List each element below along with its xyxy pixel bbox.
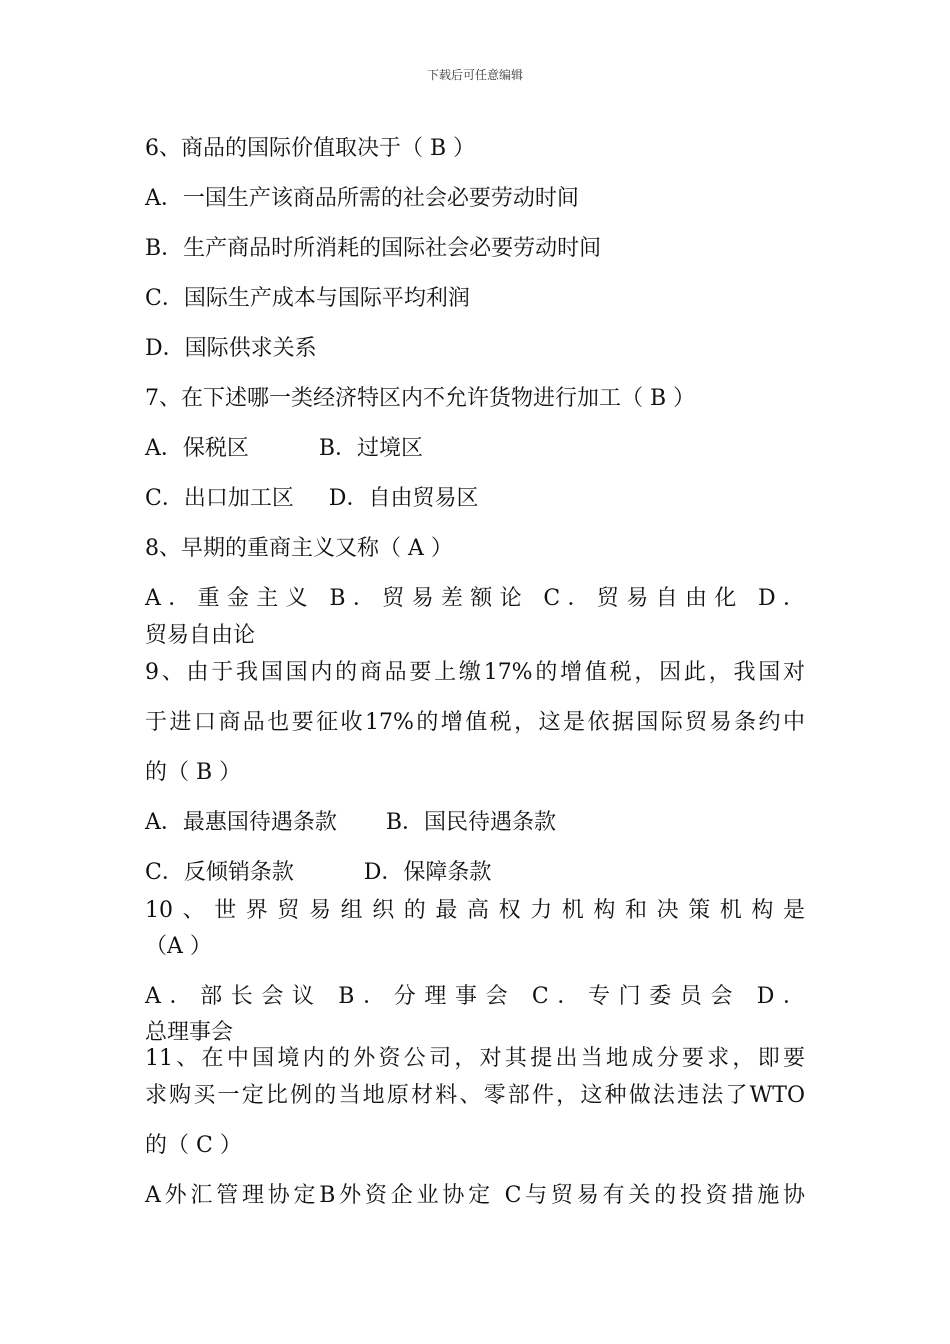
option-d: D．国际供求关系 <box>145 336 317 361</box>
options-abc: A外汇管理协定B外资企业协定 C与贸易有关的投资措施协 <box>145 1183 805 1208</box>
question-9-line-3: 的（ B ） <box>145 760 242 785</box>
option-a: A．一国生产该商品所需的社会必要劳动时间 <box>145 186 579 211</box>
question-7: 7、在下述哪一类经济特区内不允许货物进行加工（ B ） <box>145 386 696 411</box>
question-11-line-1: 11、在中国境内的外资公司，对其提出当地成分要求，即要 <box>145 1046 805 1071</box>
question-11-line-2: 求购买一定比例的当地原材料、零部件，这种做法违法了WTO <box>145 1083 805 1108</box>
options-cd: C．出口加工区 D．自由贸易区 <box>145 486 479 511</box>
question-8: 8、早期的重商主义又称（ A ） <box>145 536 453 561</box>
options-abcd: A．部长会议 B．分理事会 C．专门委员会 D． <box>145 984 805 1009</box>
options-cd: C．反倾销条款 D．保障条款 <box>145 860 492 885</box>
option-b: B．生产商品时所消耗的国际社会必要劳动时间 <box>145 236 602 261</box>
options-abcd: A．重金主义 B．贸易差额论 C．贸易自由化 D． <box>145 586 805 611</box>
option-c: C．国际生产成本与国际平均利润 <box>145 286 470 311</box>
question-10-line-1: 10、世界贸易组织的最高权力机构和决策机构是 <box>145 898 805 923</box>
question-9-line-1: 9、由于我国国内的商品要上缴17%的增值税，因此，我国对 <box>145 660 805 685</box>
option-d-continued: 总理事会 <box>145 1020 234 1045</box>
options-ab: A．最惠国待遇条款 B．国民待遇条款 <box>145 810 557 835</box>
page-header: 下载后可任意编辑 <box>426 68 523 82</box>
question-6: 6、商品的国际价值取决于（ B ） <box>145 136 476 161</box>
question-11-line-3: 的（ C ） <box>145 1133 242 1158</box>
option-d-continued: 贸易自由论 <box>145 623 256 648</box>
question-10-line-2: （A ） <box>145 934 212 959</box>
options-ab: A．保税区 B．过境区 <box>145 436 423 461</box>
question-9-line-2: 于进口商品也要征收17%的增值税，这是依据国际贸易条约中 <box>145 710 805 735</box>
